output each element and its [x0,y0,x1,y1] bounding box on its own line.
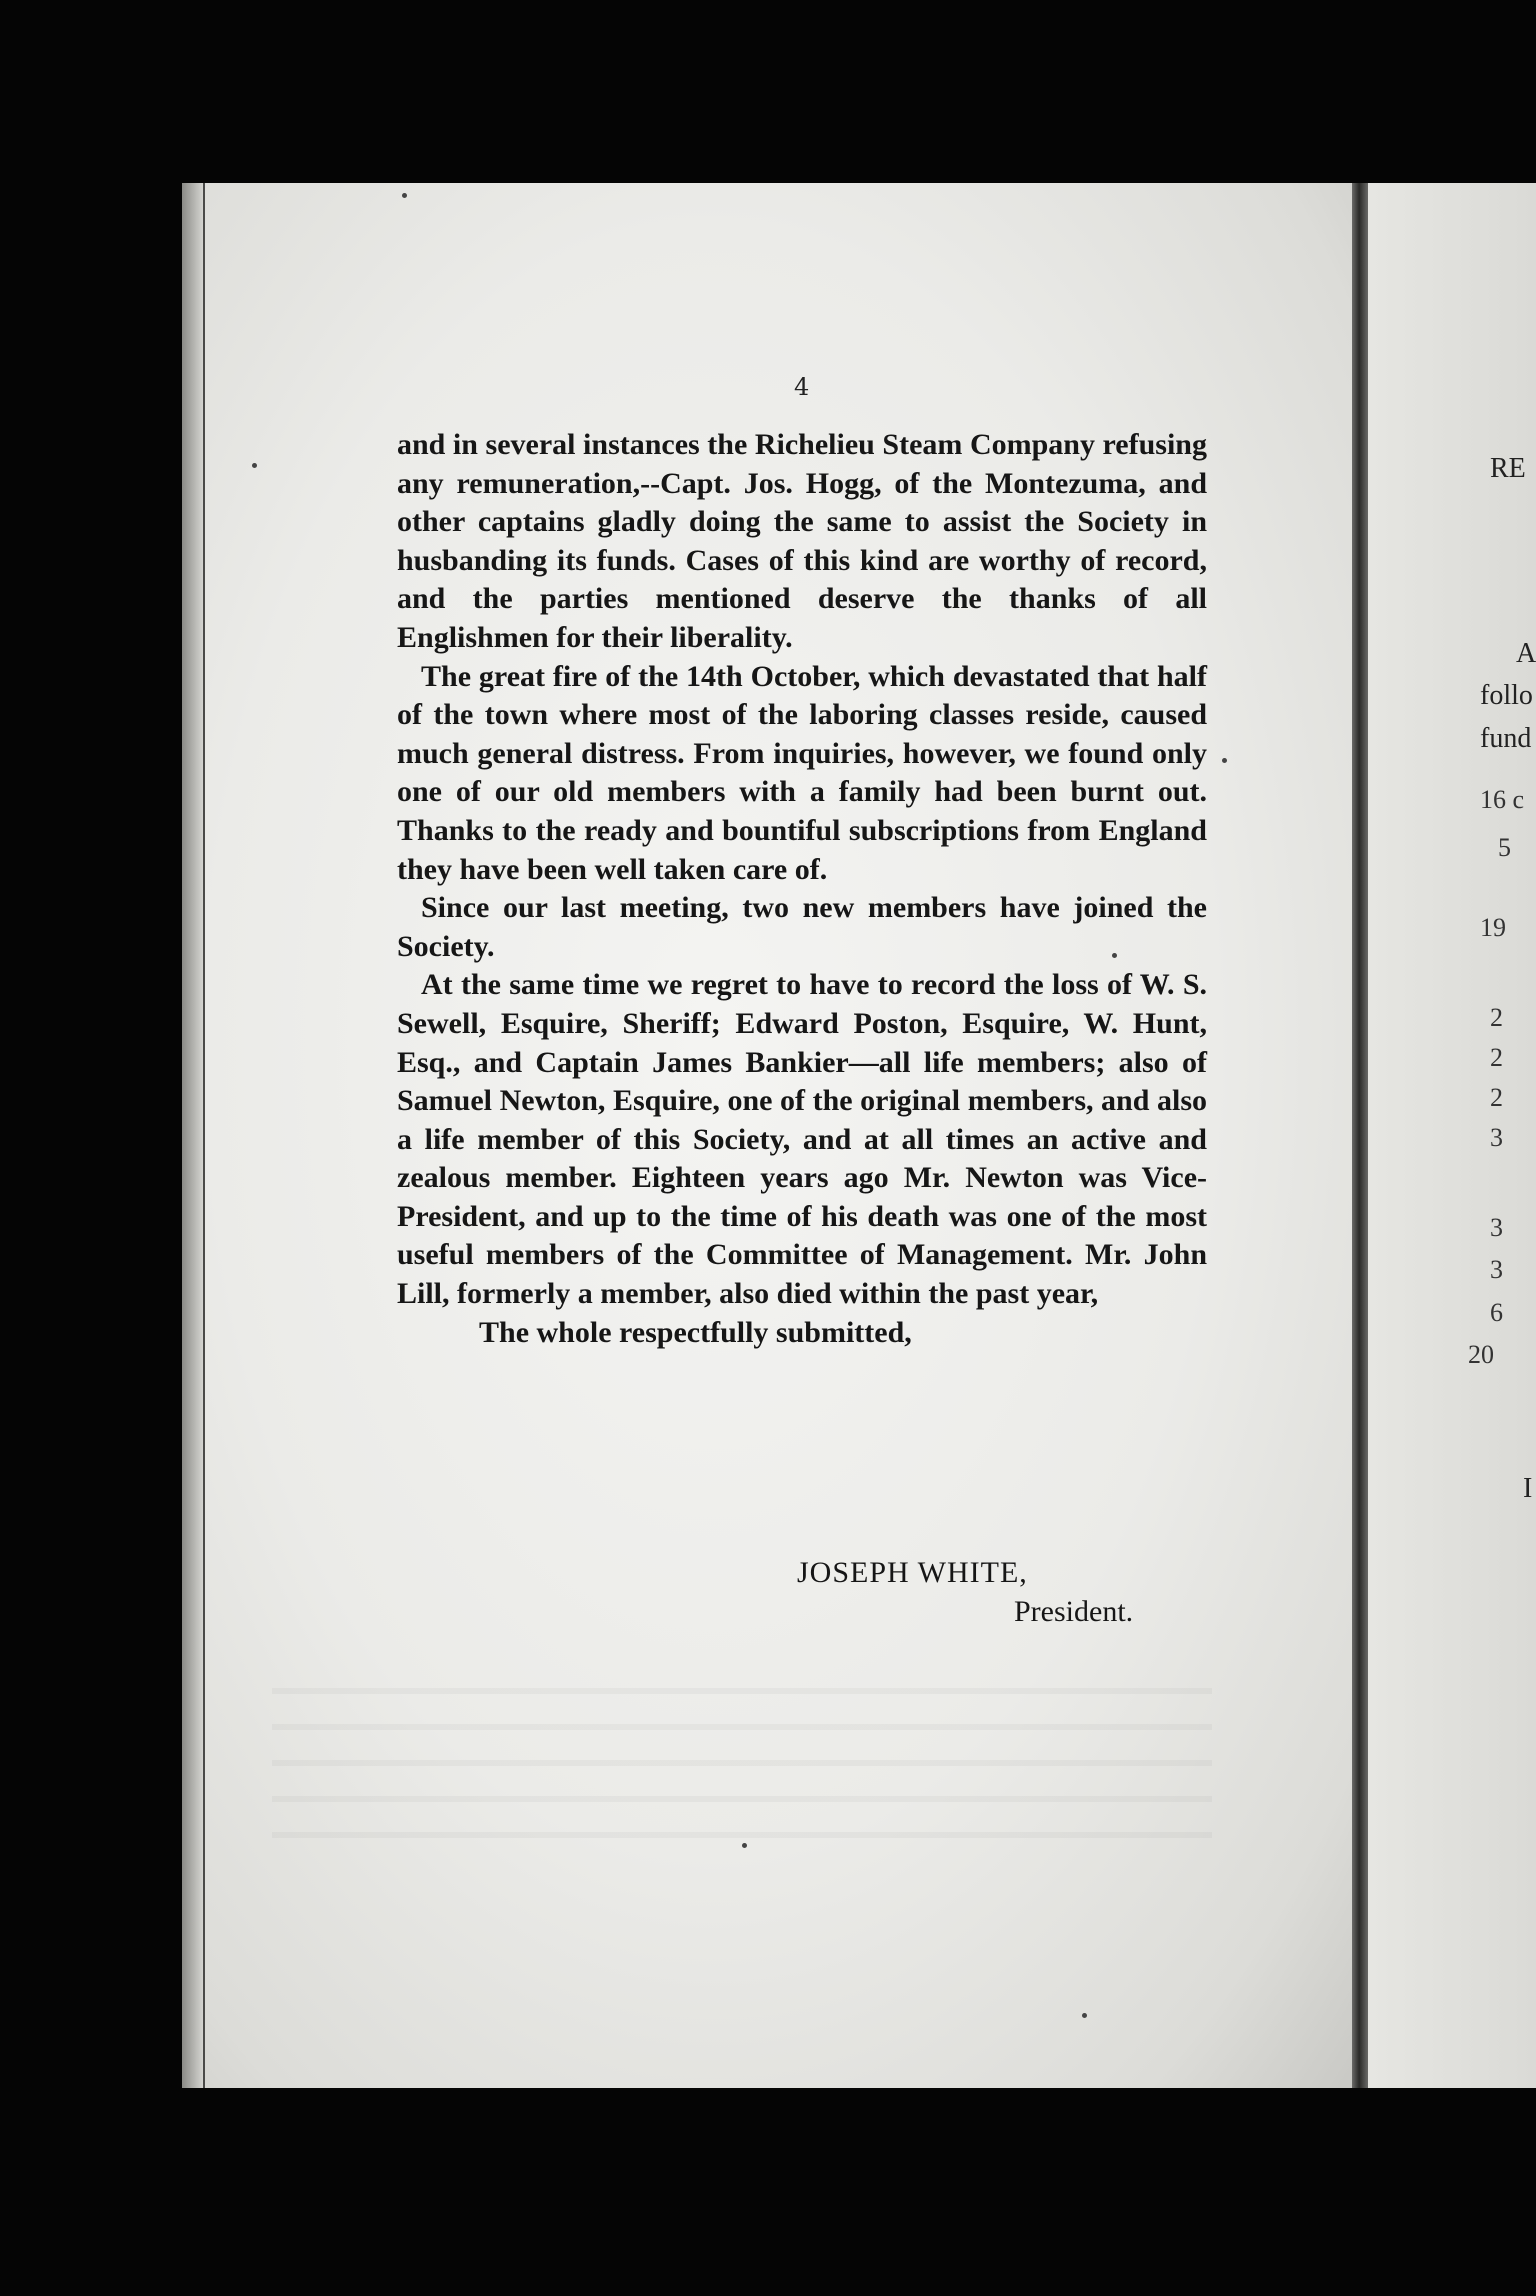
paragraph-2: The great fire of the 14th October, which devastated that half of the town where most of the laboring classes reside, caused much general distress. From inquiries, however, we found only one of our old members with a family had been burnt out. Thanks to the ready and bountiful subscriptions from England they have been well taken care of. [397,659,1207,886]
page-edge-shadow [182,183,204,2088]
right-page-number: 20 [1468,1340,1494,1369]
paragraph-4: At the same time we regret to have to record the loss of W. S. Sewell, Esquire, Sheriff; Edward Poston, Esquire, W. Hunt, Esq., and Captain James Bankier—all life members; also of Samuel Newton, Esquire, one of the original members, and also a life member of this Society, and at all times an active and zealous member. Eighteen years ago Mr. Newton was Vice-President, and up to the time of his death was one of the most useful members of the Committee of Management. Mr. John Lill, formerly a member, also died within the past year, [397,968,1207,1311]
show-through-text [272,1658,1212,1858]
right-page-fragment: I [1523,1473,1533,1504]
paragraph-3: Since our last meeting, two new members have joined the Society. [397,891,1207,963]
page-number: 4 [794,373,810,401]
left-page [182,183,1362,2088]
right-page-number: 2 [1490,1043,1503,1072]
speck [1222,758,1227,763]
page-left-rule [203,183,205,2088]
right-page [1368,183,1536,2088]
right-page-number: 2 [1490,1003,1503,1032]
report-body [397,426,1207,1352]
speck [402,193,407,198]
right-page-number: 16 c [1480,785,1525,814]
right-page-number: 5 [1498,833,1511,862]
speck [252,463,257,468]
right-page-number: 3 [1490,1255,1503,1284]
right-page-line: follo [1480,680,1533,711]
paragraph-1: and in several instances the Richelieu Steam Company refusing any remuneration,--Capt. Jos. Hogg, of the Montezuma, and other captains gladly doing the same to assist the Society in husbanding its funds. Cases of this kind are worthy of record, and the parties mentioned deserve the thanks of all Englishmen for their liberality. [397,428,1207,654]
speck [1112,953,1117,958]
right-page-number: 2 [1490,1083,1503,1112]
right-page-number: 3 [1490,1123,1503,1152]
right-page-number: 3 [1490,1213,1503,1242]
speck [742,1843,747,1848]
signature-name: JOSEPH WHITE, [797,1556,1028,1589]
right-page-number: 19 [1480,913,1506,942]
signature-title: President. [1014,1595,1134,1628]
speck [1082,2013,1087,2018]
closing-line: The whole respectfully submitted, [479,1315,912,1349]
right-page-heading: RE [1490,453,1526,484]
right-page-number: 6 [1490,1298,1503,1327]
right-page-line: fund [1480,723,1532,754]
right-page-line: A [1516,638,1536,669]
page-gutter [1352,183,1368,2088]
